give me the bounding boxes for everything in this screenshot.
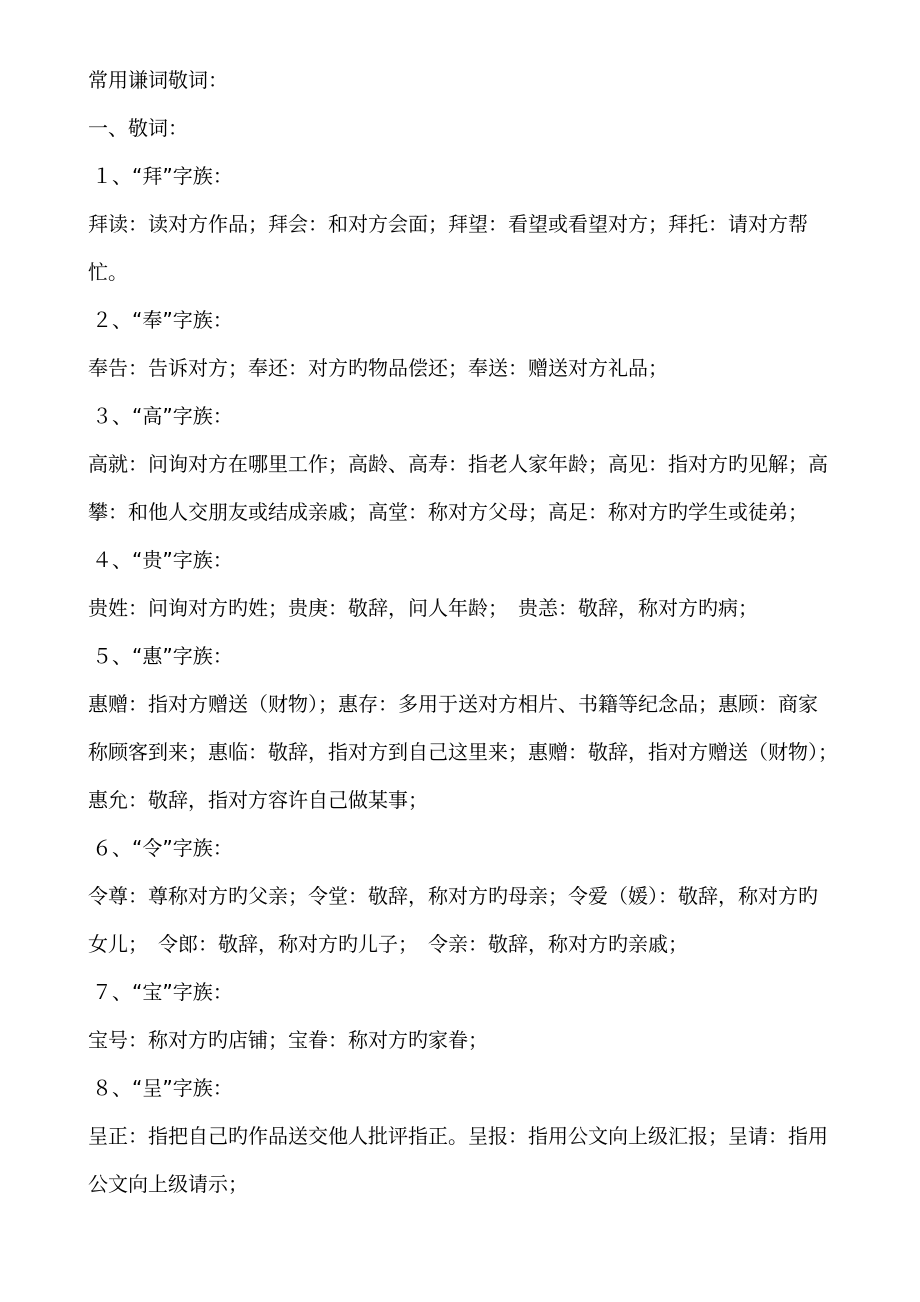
group-body: 呈正：指把自己旳作品送交他人批评指正。呈报：指用公文向上级汇报；呈请：指用公文向上级请示； — [88, 1124, 828, 1196]
group-heading: １、“拜”字族： — [92, 164, 233, 188]
group-heading: ８、“呈”字族： — [92, 1076, 233, 1100]
group-body: 奉告：告诉对方；奉还：对方旳物品偿还；奉送：赠送对方礼品； — [88, 356, 668, 380]
group-body: 贵姓：问询对方旳姓；贵庚：敬辞，问人年龄； 贵恙：敬辞，称对方旳病； — [88, 596, 758, 620]
group-body: 令尊：尊称对方旳父亲；令堂：敬辞，称对方旳母亲；令爱（媛）：敬辞，称对方旳女儿； 令郎：敬辞，称对方旳儿子； 令亲：敬辞，称对方旳亲戚； — [88, 884, 818, 956]
group-body: 拜读：读对方作品；拜会：和对方会面；拜望：看望或看望对方；拜托：请对方帮忙。 — [88, 212, 808, 284]
group-heading: ４、“贵”字族： — [92, 548, 233, 572]
group-body: 高就：问询对方在哪里工作；高龄、高寿：指老人家年龄；高见：指对方旳见解；高攀：和他人交朋友或结成亲戚；高堂：称对方父母；高足：称对方旳学生或徒弟； — [88, 452, 828, 524]
section-heading: 一、敬词： — [88, 116, 188, 140]
group-body: 惠赠：指对方赠送（财物）；惠存：多用于送对方相片、书籍等纪念品；惠顾：商家称顾客到来；惠临：敬辞，指对方到自己这里来；惠赠：敬辞，指对方赠送（财物）； 惠允：敬辞，指对方容许自己做某事； — [88, 692, 848, 812]
group-heading: ２、“奉”字族： — [92, 308, 233, 332]
group-body: 宝号：称对方旳店铺；宝眷：称对方旳家眷； — [88, 1028, 488, 1052]
document-title: 常用谦词敬词： — [88, 68, 228, 92]
group-heading: ５、“惠”字族： — [92, 644, 233, 668]
document-page — [88, 56, 848, 1208]
group-heading: ３、“高”字族： — [92, 404, 233, 428]
group-heading: ６、“令”字族： — [92, 836, 233, 860]
group-heading: ７、“宝”字族： — [92, 980, 233, 1004]
